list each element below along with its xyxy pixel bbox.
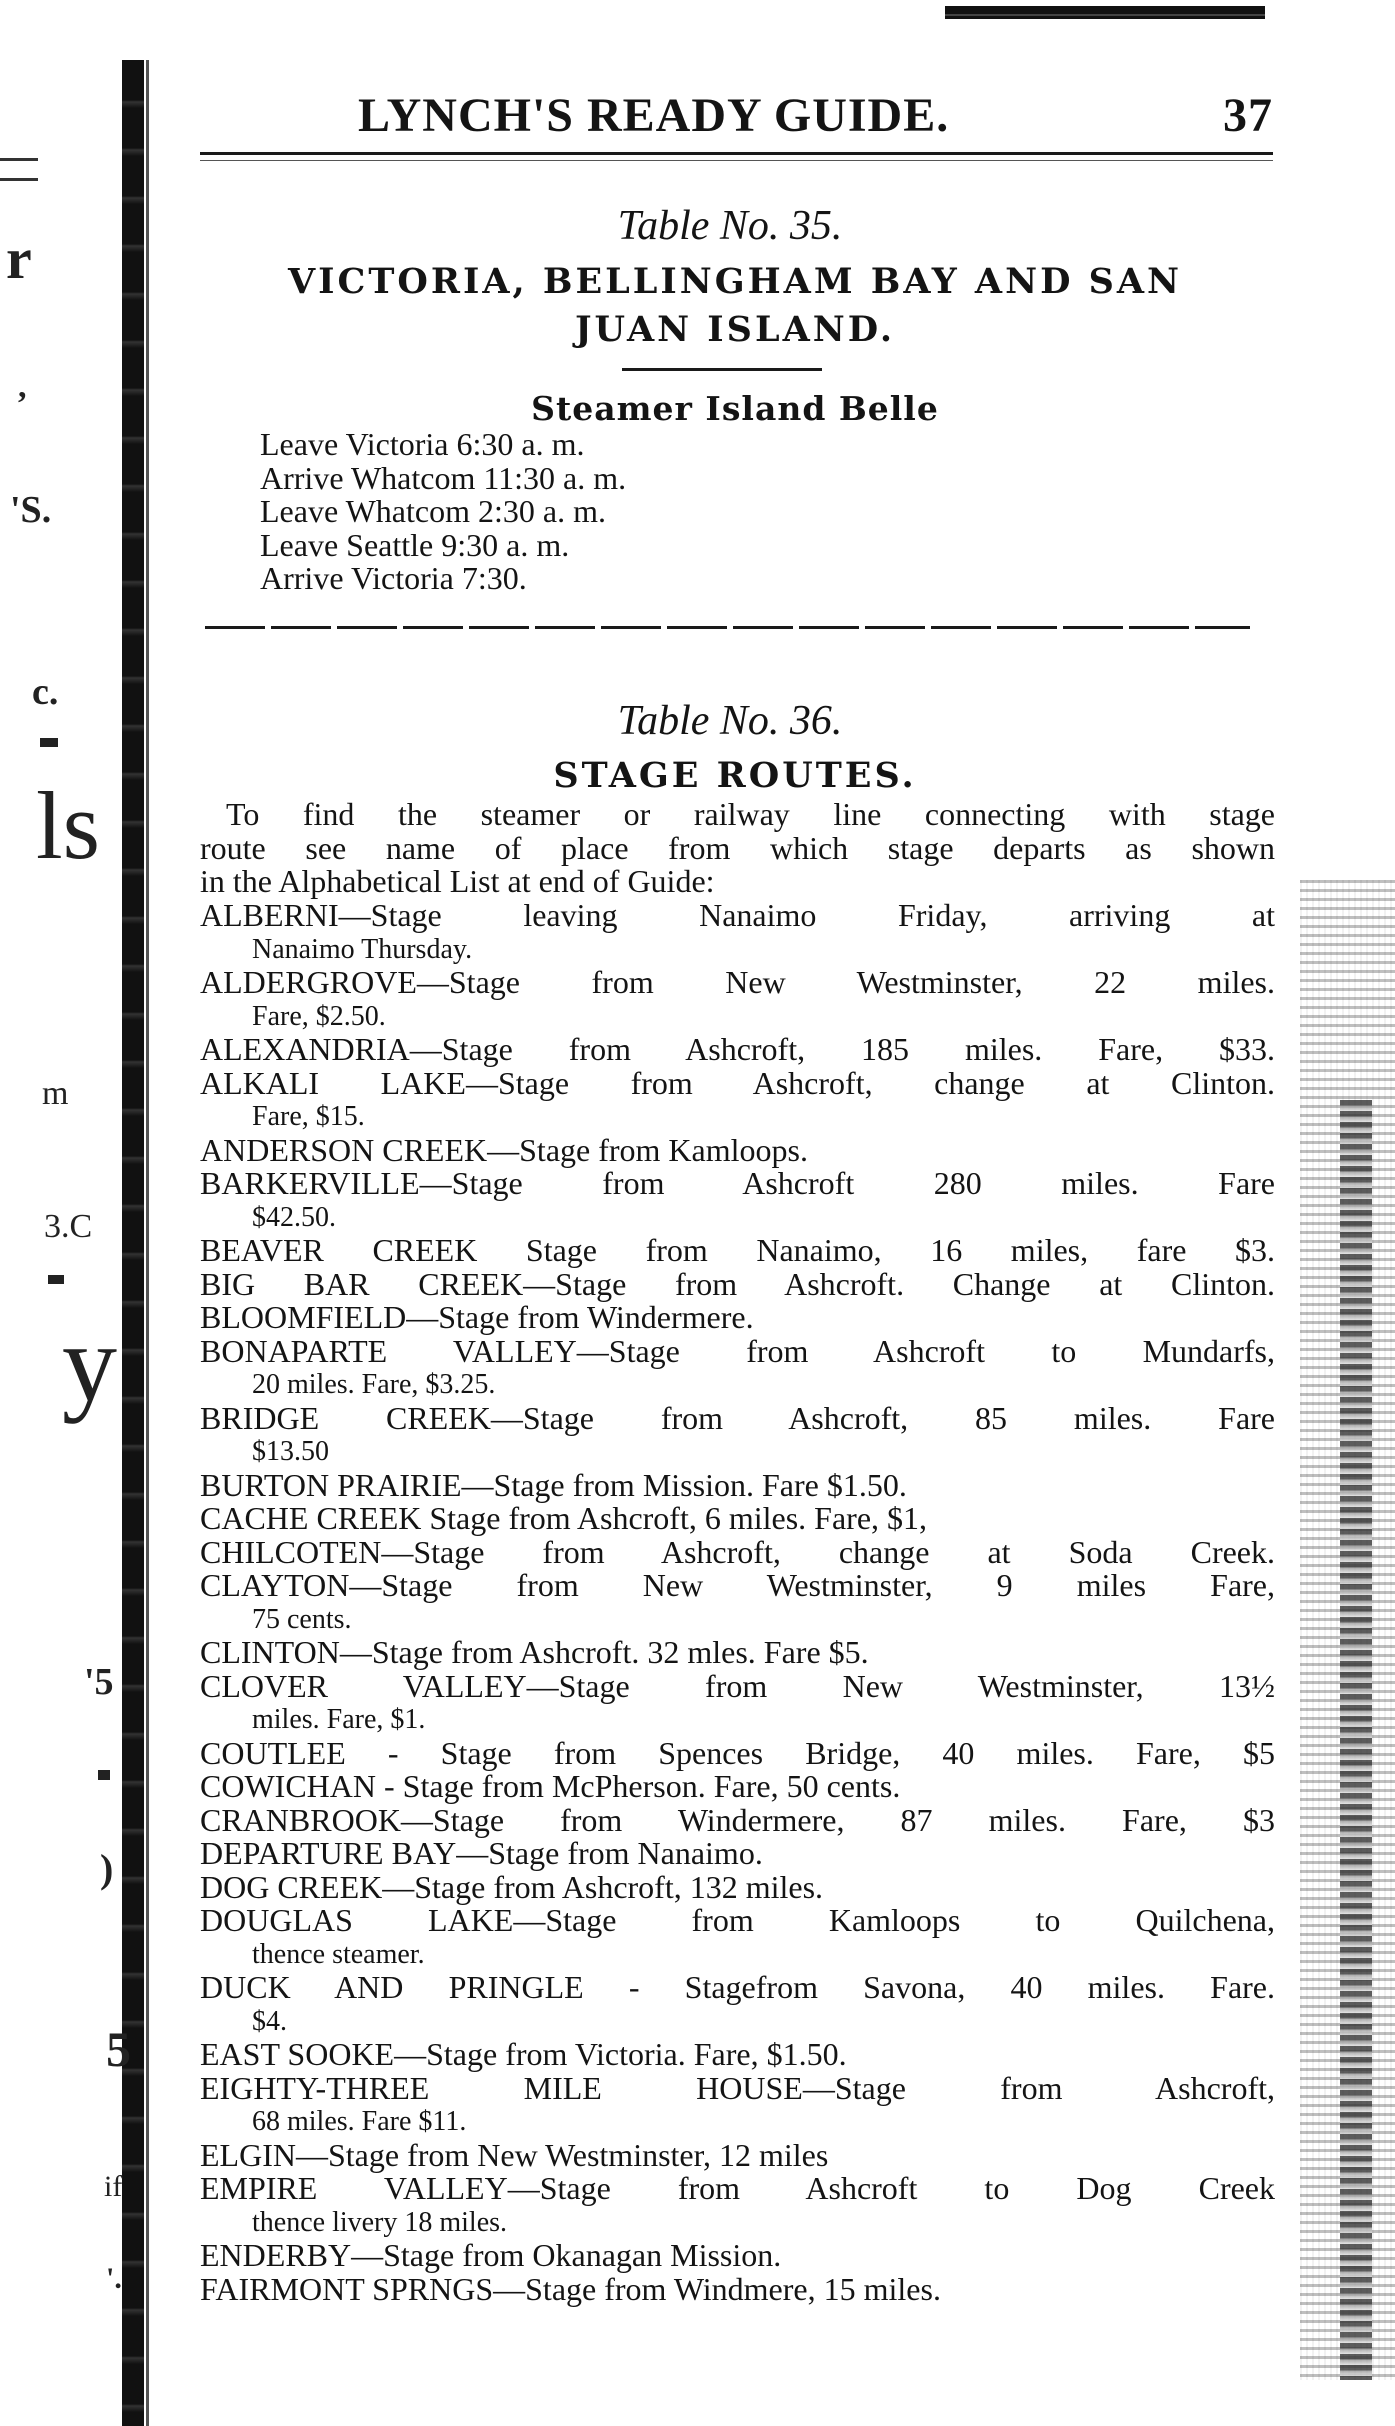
route-main-line: EAST SOOKE—Stage from Victoria. Fare, $1.50. xyxy=(200,2036,847,2072)
route-entry xyxy=(200,2239,1275,2273)
route-continuation-line: thence livery 18 miles. xyxy=(252,2206,508,2238)
route-entry xyxy=(200,1399,1275,1469)
route-main-line: CLAYTON—Stage from New Westminster, 9 miles Fare, xyxy=(200,1567,1275,1603)
route-main-line: ELGIN—Stage from New Westminster, 12 miles xyxy=(200,2136,829,2173)
table-36-heading: STAGE ROUTES. xyxy=(553,755,917,796)
route-entry xyxy=(200,1064,1275,1134)
route-main-line: BLOOMFIELD—Stage from Windermere. xyxy=(200,1299,754,1335)
route-continuation-line: 20 miles. Fare, $3.25. xyxy=(252,1369,496,1400)
right-edge-band xyxy=(1340,1100,1372,2380)
route-main-line: DUCK AND PRINGLE - Stagefrom Savona, 40 miles. Fare. xyxy=(200,1969,1275,2005)
route-main-line: BEAVER CREEK Stage from Nanaimo, 16 miles, fare $3. xyxy=(200,1232,1275,1268)
route-main-line: CLOVER VALLEY—Stage from New Westminster, 13½ xyxy=(200,1667,1275,1704)
left-fragment: '5 xyxy=(84,1661,114,1703)
left-fragment: c. xyxy=(32,671,59,713)
left-fragment: r xyxy=(6,226,32,291)
route-main-line: CRANBROOK—Stage from Windermere, 87 miles. Fare, $3 xyxy=(200,1801,1275,1838)
steamer-name: Steamer Island Belle xyxy=(531,389,939,428)
route-main-line: DOUGLAS LAKE—Stage from Kamloops to Quilchena, xyxy=(200,1902,1275,1938)
route-entry xyxy=(200,1636,1275,1670)
table-36-title: Table No. 36. xyxy=(617,698,843,744)
left-fragment: ls xyxy=(36,772,101,879)
schedule-line: Arrive Victoria 7:30. xyxy=(260,560,527,596)
table-35-heading xyxy=(200,258,1270,354)
page-number: 37 xyxy=(1223,89,1273,142)
route-main-line: DOG CREEK—Stage from Ashcroft, 132 miles. xyxy=(200,1868,824,1905)
route-entry xyxy=(200,1533,1275,1570)
route-main-line: BARKERVILLE—Stage from Ashcroft 280 miles. Fare xyxy=(200,1165,1275,1201)
left-fragment: y xyxy=(62,1302,117,1424)
route-main-line: BIG BAR CREEK—Stage from Ashcroft. Change at Clinton. xyxy=(200,1265,1275,1302)
route-entry xyxy=(200,1837,1275,1871)
left-fragment: if xyxy=(104,2170,123,2203)
left-fragment-rule xyxy=(0,158,38,161)
route-main-line: EIGHTY-THREE MILE HOUSE—Stage from Ashcroft, xyxy=(200,2069,1275,2106)
top-edge-line xyxy=(945,14,1265,16)
left-fragment-dash xyxy=(40,738,58,747)
route-main-line: ENDERBY—Stage from Okanagan Mission. xyxy=(200,2237,782,2273)
left-fragment: 'S. xyxy=(10,489,52,531)
intro-line: in the Alphabetical List at end of Guide: xyxy=(200,863,715,899)
route-main-line: ALKALI LAKE—Stage from Ashcroft, change at Clinton. xyxy=(200,1064,1275,1101)
route-continuation-line: thence steamer. xyxy=(252,1938,425,1970)
stage-routes-intro xyxy=(200,798,1275,899)
route-main-line: BURTON PRAIRIE—Stage from Mission. Fare $1.50. xyxy=(200,1466,907,1503)
route-entry xyxy=(200,2136,1275,2173)
stage-routes-list xyxy=(200,899,1275,2306)
route-main-line: CHILCOTEN—Stage from Ashcroft, change at Soda Creek. xyxy=(200,1533,1275,1570)
route-entry xyxy=(200,1131,1275,1168)
route-entry xyxy=(200,1667,1275,1737)
binding-spine-edge xyxy=(146,60,149,2426)
route-entry xyxy=(200,1770,1275,1804)
route-continuation-line: Fare, $2.50. xyxy=(252,1000,386,1032)
short-divider xyxy=(622,368,822,371)
route-continuation-line: 75 cents. xyxy=(252,1603,352,1635)
route-entry xyxy=(200,1569,1275,1636)
route-continuation-line: $42.50. xyxy=(252,1201,336,1233)
left-fragment-dash xyxy=(98,1770,110,1780)
header-rule xyxy=(200,152,1273,155)
route-entry xyxy=(200,2172,1275,2239)
table-35-heading-line: JUAN ISLAND. xyxy=(574,309,896,350)
route-main-line: ALEXANDRIA—Stage from Ashcroft, 185 miles. Fare, $33. xyxy=(200,1031,1275,1067)
schedule-line: Leave Seattle 9:30 a. m. xyxy=(260,526,570,563)
route-main-line: ALDERGROVE—Stage from New Westminster, 22 miles. xyxy=(200,964,1275,1000)
route-entry xyxy=(200,899,1275,966)
route-main-line: BONAPARTE VALLEY—Stage from Ashcroft to Mundarfs, xyxy=(200,1332,1275,1369)
running-header xyxy=(358,88,1273,148)
route-continuation-line: Fare, $15. xyxy=(252,1101,365,1132)
route-entry xyxy=(200,1234,1275,1268)
header-rule-thin xyxy=(200,160,1273,161)
route-continuation-line: Nanaimo Thursday. xyxy=(252,933,473,965)
route-main-line: BRIDGE CREEK—Stage from Ashcroft, 85 miles. Fare xyxy=(200,1399,1275,1436)
route-continuation-line: $4. xyxy=(252,2005,287,2037)
table-35-heading-line: VICTORIA, BELLINGHAM BAY AND SAN xyxy=(287,261,1183,302)
route-entry xyxy=(200,966,1275,1033)
route-entry xyxy=(200,1868,1275,1905)
table-35-title: Table No. 35. xyxy=(617,203,843,249)
route-entry xyxy=(200,1332,1275,1402)
route-entry xyxy=(200,1265,1275,1302)
route-entry xyxy=(200,1801,1275,1838)
route-entry xyxy=(200,2038,1275,2072)
left-fragment-dash xyxy=(48,1275,64,1284)
header-title: LYNCH'S READY GUIDE. xyxy=(358,89,950,142)
route-main-line: ANDERSON CREEK—Stage from Kamloops. xyxy=(200,1131,808,1168)
schedule-line: Arrive Whatcom 11:30 a. m. xyxy=(260,459,627,496)
route-entry xyxy=(200,1167,1275,1234)
left-fragment: , xyxy=(18,368,27,405)
left-fragment: ) xyxy=(100,1846,114,1891)
left-fragment-rule xyxy=(0,178,38,181)
route-continuation-line: 68 miles. Fare $11. xyxy=(252,2106,467,2137)
intro-line: To find the steamer or railway line connecting with stage xyxy=(226,796,1275,832)
route-main-line: COWICHAN - Stage from McPherson. Fare, 50 cents. xyxy=(200,1768,901,1804)
route-entry xyxy=(200,1301,1275,1335)
schedule-line: Leave Victoria 6:30 a. m. xyxy=(260,426,585,462)
intro-line: route see name of place from which stage departs as shown xyxy=(200,829,1275,866)
left-fragment: 5 xyxy=(106,2021,131,2077)
route-entry xyxy=(200,1904,1275,1971)
route-main-line: EMPIRE VALLEY—Stage from Ashcroft to Dog Creek xyxy=(200,2170,1275,2206)
route-entry xyxy=(200,2270,1275,2307)
section-divider xyxy=(205,626,1250,629)
left-fragment: 3.C xyxy=(44,1208,93,1245)
route-main-line: DEPARTURE BAY—Stage from Nanaimo. xyxy=(200,1835,763,1871)
route-continuation-line: $13.50 xyxy=(252,1436,329,1467)
route-entry xyxy=(200,1971,1275,2038)
top-edge-bar xyxy=(945,6,1265,19)
schedule-line: Leave Whatcom 2:30 a. m. xyxy=(260,493,606,529)
route-entry xyxy=(200,1502,1275,1536)
route-main-line: COUTLEE - Stage from Spences Bridge, 40 miles. Fare, $5 xyxy=(200,1734,1275,1771)
route-entry xyxy=(200,1734,1275,1771)
steamer-schedule xyxy=(260,428,626,596)
route-main-line: CLINTON—Stage from Ashcroft. 32 mles. Fare $5. xyxy=(200,1634,869,1670)
left-fragment: m xyxy=(42,1075,69,1112)
route-continuation-line: miles. Fare, $1. xyxy=(252,1704,426,1735)
route-entry xyxy=(200,1033,1275,1067)
route-main-line: ALBERNI—Stage leaving Nanaimo Friday, arriving at xyxy=(200,897,1275,933)
route-entry xyxy=(200,2069,1275,2139)
route-main-line: FAIRMONT SPRNGS—Stage from Windmere, 15 miles. xyxy=(200,2270,941,2307)
route-entry xyxy=(200,1466,1275,1503)
left-fragment: '. xyxy=(106,2262,122,2295)
route-main-line: CACHE CREEK Stage from Ashcroft, 6 miles. Fare, $1, xyxy=(200,1500,928,1536)
